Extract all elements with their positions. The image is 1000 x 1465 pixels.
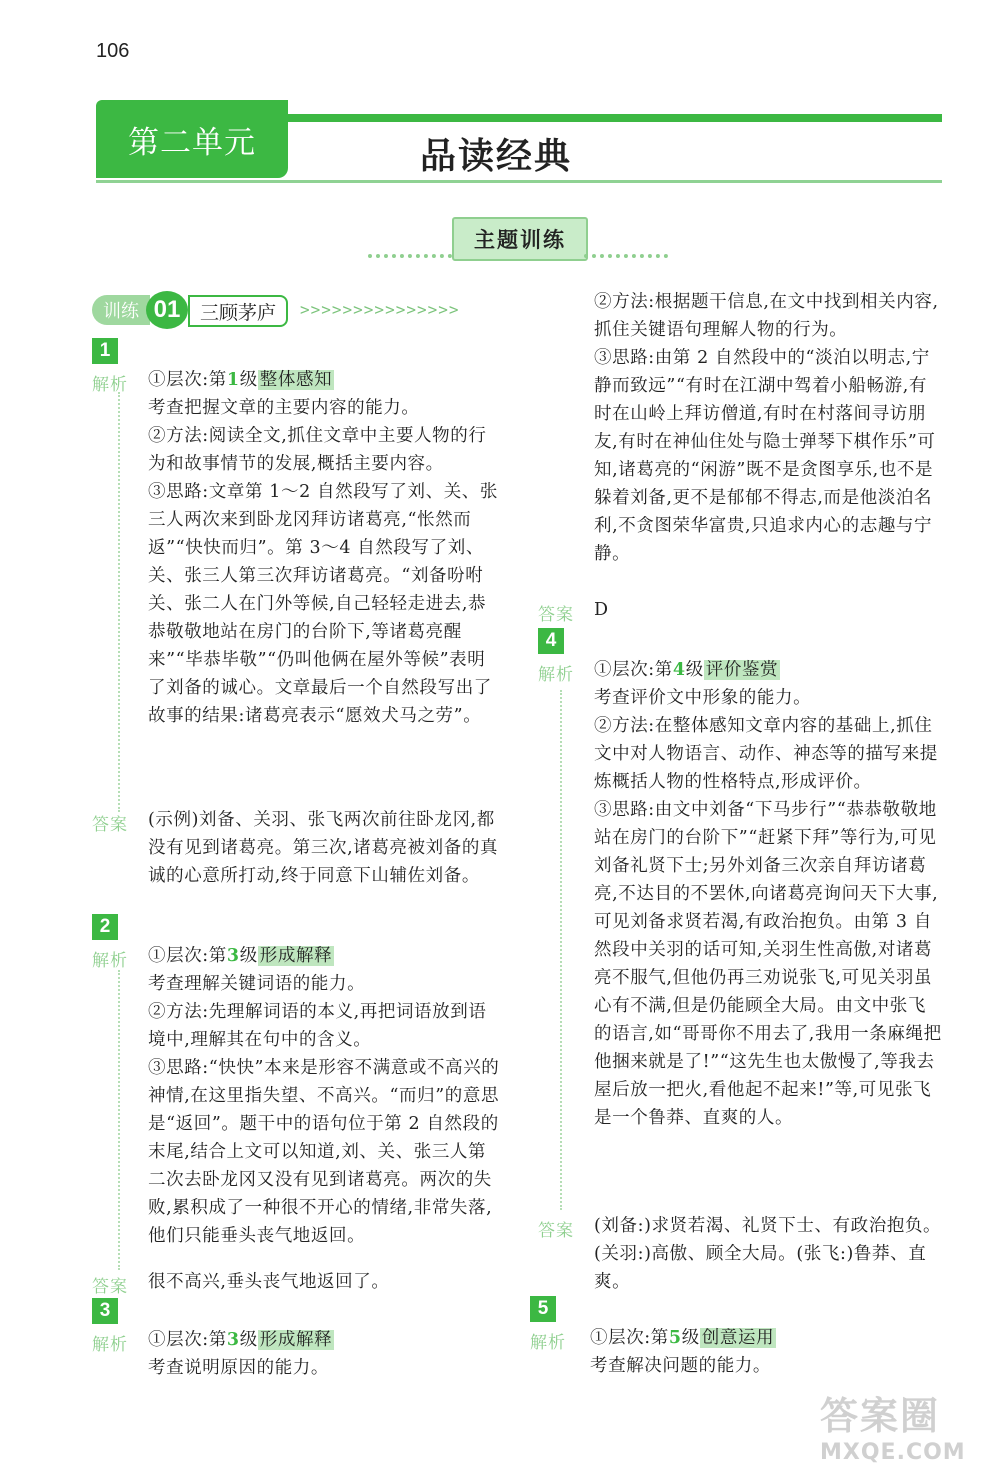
question-number-1: 1 <box>92 338 118 364</box>
q4-answer: (刘备:)求贤若渴、礼贤下士、有政治抱负。(关羽:)高傲、顾全大局。(张飞:)鲁莽、直爽。 <box>594 1216 942 1292</box>
lesson-number: 01 <box>146 291 188 329</box>
q2-analysis: ①层次:第3级 形成解释 考查理解关键词语的能力。 ②方法:先理解词语的本义,再把词语放到语境中,理解其在句中的含义。 ③思路:“快快”本来是形容不满意或不高兴的神情,在这里指失望、不高兴。“而归”的意思是“返回”。题干中的语句位于第 2 自然段的末尾,结合上文可以知道,刘、关、张三人第二次去卧龙冈又没有见到诸葛亮。两次的失败,累积成了一种很不开心的情绪,非常失落,他们只能垂头丧气地返回。 <box>148 946 500 1246</box>
q3-answer: D <box>594 600 609 620</box>
watermark <box>820 1385 990 1465</box>
left-guide-line <box>118 392 122 812</box>
theme-dots-right <box>584 254 668 264</box>
q1-answer: (示例)刘备、关羽、张飞两次前往卧龙冈,都没有见到诸葛亮。第三次,诸葛亮被刘备的真诚的心意所打动,终于同意下山辅佐刘备。 <box>148 810 499 886</box>
question-number-2: 2 <box>92 914 118 940</box>
answer-label: 答案 <box>92 1277 128 1297</box>
q2-answer: 很不高兴,垂头丧气地返回了。 <box>148 1272 390 1292</box>
answer-label: 答案 <box>92 815 128 835</box>
question-number-4: 4 <box>538 628 564 654</box>
answer-label: 答案 <box>538 605 574 625</box>
q3-analysis-start: ①层次:第3级 形成解释 考查说明原因的能力。 <box>148 1330 333 1378</box>
question-number-3: 3 <box>92 1298 118 1324</box>
header-rule-bottom <box>96 180 942 183</box>
lesson-tag: 训练 <box>92 295 150 325</box>
q5-analysis: ①层次:第5级 创意运用 考查解决问题的能力。 <box>590 1328 775 1376</box>
analysis-label: 解析 <box>92 1335 128 1355</box>
analysis-label: 解析 <box>530 1333 566 1353</box>
page-number: 106 <box>96 40 130 62</box>
left-guide-line-2 <box>118 970 122 1270</box>
unit-label: 第二单元 <box>96 100 288 178</box>
q3-analysis-continued: ②方法:根据题干信息,在文中找到相关内容,抓住关键语句理解人物的行为。 ③思路:由第 2 自然段中的“淡泊以明志,宁静而致远”“有时在江湖中驾着小船畅游,有时在山岭上拜访僧道,有时在村落间寻访朋友,有时在神仙住处与隐士弹琴下棋作乐”可知,诸葛亮的“闲游”既不是贪图享乐,也不是躲着刘备,更不是郁郁不得志,而是他淡泊名利,不贪图荣华富贵,只追求内心的志趣与宁静。 <box>594 292 939 564</box>
lesson-arrows: >>>>>>>>>>>>>>> <box>300 300 460 319</box>
analysis-label: 解析 <box>538 665 574 685</box>
q1-analysis: ①层次:第1级 整体感知 考查把握文章的主要内容的能力。 ②方法:阅读全文,抓住文章中主要人物的行为和故事情节的发展,概括主要内容。 ③思路:文章第 1～2 自然段写了刘、关、张三人两次来到卧龙冈拜访诸葛亮,“怅然而返”“快快而归”。第 3～4 自然段写了刘、关、张三人第三次拜访诸葛亮。“刘备吩咐关、张二人在门外等候,自己轻轻走进去,恭恭敬敬地站在房门的台阶下,等诸葛亮醒来”“毕恭毕敬”“仍叫他俩在屋外等候”表明了刘备的诚心。文章最后一个自然段写出了故事的结果:诸葛亮表示“愿效犬马之劳”。 <box>148 370 498 726</box>
header-rule-top <box>288 114 942 122</box>
unit-title: 品读经典 <box>420 136 573 177</box>
lesson-name: 三顾茅庐 <box>188 295 288 327</box>
watermark-top: 答案圈 <box>820 1394 941 1438</box>
theme-dots-left <box>368 254 452 264</box>
answer-label: 答案 <box>538 1221 574 1241</box>
q4-analysis: ①层次:第4级 评价鉴赏 考查评价文中形象的能力。 ②方法:在整体感知文章内容的基础上,抓住文中对人物语言、动作、神态等的描写来提炼概括人物的性格特点,形成评价。 ③思路:由文中刘备“下马步行”“恭恭敬敬地站在房门的台阶下”“赶紧下拜”等行为,可见刘备礼贤下士;另外刘备三次亲自拜访诸葛亮,不达目的不罢休,向诸葛亮询问天下大事,可见刘备求贤若渴,有政治抱负。由第 3 自然段中关羽的话可知,关羽生性高傲,对诸葛亮不服气,但他仍再三劝说张飞,可见关羽虽心有不满,但是仍能顾全大局。由文中张飞的语言,如“哥哥你不用去了,我用一条麻绳把他捆来就是了!”“这先生也太傲慢了,等我去屋后放一把火,看他起不起来!”等,可见张飞是一个鲁莽、直爽的人。 <box>594 660 942 1128</box>
analysis-label: 解析 <box>92 375 128 395</box>
analysis-label: 解析 <box>92 951 128 971</box>
theme-title: 主题训练 <box>452 217 588 261</box>
watermark-bottom: MXQE.COM <box>820 1440 966 1465</box>
question-number-5: 5 <box>530 1296 556 1322</box>
right-guide-line <box>560 690 564 1210</box>
